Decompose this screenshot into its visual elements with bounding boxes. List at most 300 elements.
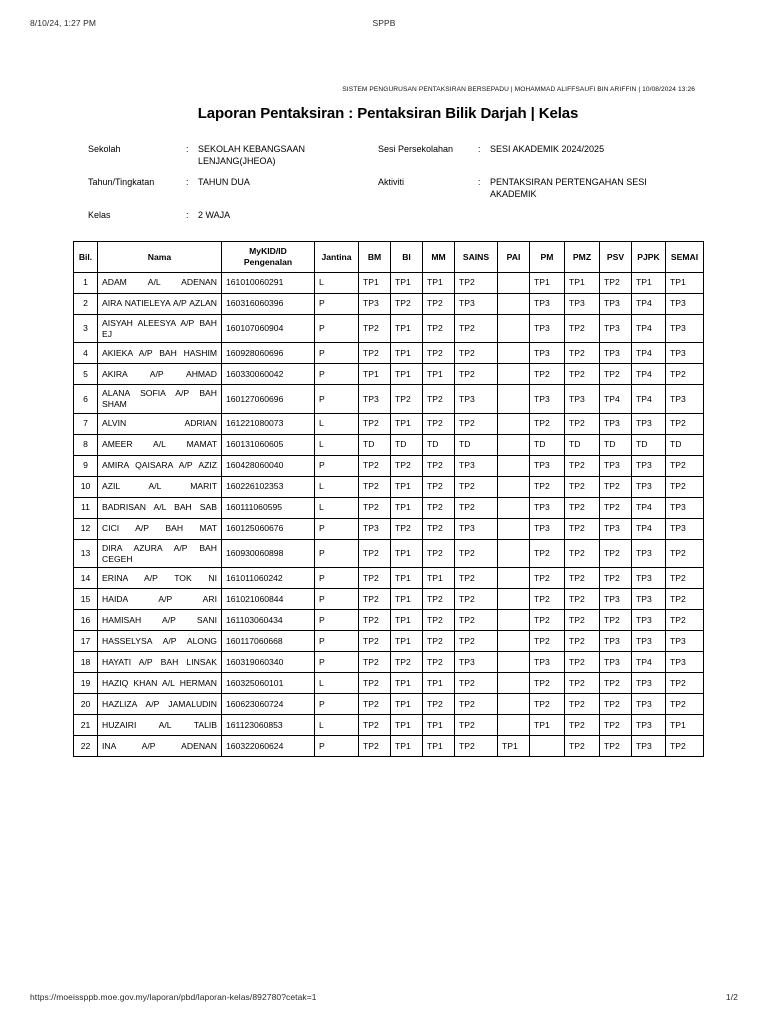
cell-mm: TP2 <box>423 610 455 631</box>
cell-pai <box>498 539 530 567</box>
cell-bm: TP2 <box>359 715 391 736</box>
cell-mykid: 160117060668 <box>222 631 315 652</box>
cell-nama: CICI A/P BAH MAT <box>98 518 222 539</box>
cell-psv: TP2 <box>600 694 632 715</box>
cell-jantina: P <box>315 610 359 631</box>
print-page-title: SPPB <box>372 18 396 28</box>
cell-bil: 13 <box>74 539 98 567</box>
column-header-mykid: MyKID/ID Pengenalan <box>222 242 315 272</box>
cell-pai <box>498 364 530 385</box>
cell-pm: TP2 <box>530 568 565 589</box>
cell-jantina: L <box>315 715 359 736</box>
cell-mm: TP2 <box>423 293 455 314</box>
cell-jantina: P <box>315 364 359 385</box>
cell-mykid: 160930060898 <box>222 539 315 567</box>
table-row <box>74 385 704 413</box>
cell-pmz: TP2 <box>565 539 600 567</box>
cell-semai: TP2 <box>666 476 704 497</box>
cell-nama: AZIL A/L MARIT <box>98 476 222 497</box>
cell-psv: TP2 <box>600 610 632 631</box>
cell-mm: TP2 <box>423 589 455 610</box>
cell-pm: TP3 <box>530 497 565 518</box>
label-aktiviti: Aktiviti <box>378 176 405 187</box>
cell-mm: TP2 <box>423 518 455 539</box>
cell-sains: TP2 <box>455 673 498 694</box>
cell-pmz: TP2 <box>565 497 600 518</box>
table-row <box>74 694 704 715</box>
cell-mykid: 160226102353 <box>222 476 315 497</box>
label-kelas: Kelas <box>88 209 111 220</box>
column-header-nama: Nama <box>98 242 222 272</box>
table-row <box>74 364 704 385</box>
cell-psv: TP3 <box>600 652 632 673</box>
cell-psv: TP3 <box>600 631 632 652</box>
cell-psv: TP3 <box>600 518 632 539</box>
cell-psv: TP3 <box>600 314 632 342</box>
cell-pm: TP2 <box>530 694 565 715</box>
cell-jantina: L <box>315 413 359 434</box>
cell-pmz: TP2 <box>565 631 600 652</box>
cell-mykid: 161123060853 <box>222 715 315 736</box>
cell-bil: 21 <box>74 715 98 736</box>
print-footer-url: https://moeissppb.moe.gov.my/laporan/pbd/laporan-kelas/892780?cetak=1 <box>30 992 317 1002</box>
cell-pjpk: TP4 <box>632 314 666 342</box>
cell-pai <box>498 497 530 518</box>
cell-bi: TP1 <box>391 413 423 434</box>
cell-bm: TP2 <box>359 568 391 589</box>
cell-mykid: 161021060844 <box>222 589 315 610</box>
column-header-pm: PM <box>530 242 565 272</box>
column-header-sains: SAINS <box>455 242 498 272</box>
cell-nama: HAIDA A/P ARI <box>98 589 222 610</box>
cell-pjpk: TP1 <box>632 272 666 293</box>
cell-mm: TP2 <box>423 694 455 715</box>
print-page-number: 1/2 <box>725 992 738 1002</box>
value-aktiviti: PENTAKSIRAN PERTENGAHAN SESI AKADEMIK <box>490 176 647 199</box>
cell-pjpk: TP3 <box>632 476 666 497</box>
cell-pai <box>498 385 530 413</box>
cell-mm: TP2 <box>423 476 455 497</box>
cell-jantina: L <box>315 272 359 293</box>
column-header-bil: Bil. <box>74 242 98 272</box>
cell-bi: TP1 <box>391 364 423 385</box>
cell-sains: TP3 <box>455 455 498 476</box>
cell-psv: TP2 <box>600 272 632 293</box>
cell-jantina: P <box>315 568 359 589</box>
cell-bm: TP2 <box>359 314 391 342</box>
page-title: Laporan Pentaksiran : Pentaksiran Bilik Darjah | Kelas <box>197 105 579 122</box>
cell-bil: 6 <box>74 385 98 413</box>
cell-bm: TP2 <box>359 539 391 567</box>
cell-pm: TP1 <box>530 715 565 736</box>
cell-sains: TP2 <box>455 539 498 567</box>
column-header-bm: BM <box>359 242 391 272</box>
cell-pmz: TP2 <box>565 364 600 385</box>
report-document <box>0 86 768 757</box>
column-header-semai: SEMAI <box>666 242 704 272</box>
cell-bi: TP1 <box>391 476 423 497</box>
cell-pm: TP3 <box>530 518 565 539</box>
cell-pm: TP3 <box>530 293 565 314</box>
cell-pm: TP1 <box>530 272 565 293</box>
cell-bi: TP2 <box>391 518 423 539</box>
cell-semai: TP3 <box>666 343 704 364</box>
cell-pai <box>498 455 530 476</box>
cell-jantina: P <box>315 631 359 652</box>
table-row <box>74 610 704 631</box>
cell-bi: TP2 <box>391 385 423 413</box>
cell-sains: TP2 <box>455 476 498 497</box>
table-row <box>74 539 704 567</box>
cell-pm: TD <box>530 434 565 455</box>
cell-bm: TD <box>359 434 391 455</box>
cell-nama: AMEER A/L MAMAT <box>98 434 222 455</box>
cell-bil: 4 <box>74 343 98 364</box>
cell-sains: TP3 <box>455 518 498 539</box>
table-row <box>74 497 704 518</box>
cell-bm: TP2 <box>359 455 391 476</box>
cell-bil: 20 <box>74 694 98 715</box>
cell-pjpk: TD <box>632 434 666 455</box>
cell-jantina: P <box>315 736 359 757</box>
column-header-psv: PSV <box>600 242 632 272</box>
cell-pjpk: TP4 <box>632 385 666 413</box>
cell-mm: TP2 <box>423 652 455 673</box>
cell-pmz: TP2 <box>565 343 600 364</box>
cell-bm: TP2 <box>359 652 391 673</box>
table-row <box>74 272 704 293</box>
cell-pm: TP3 <box>530 652 565 673</box>
cell-pai <box>498 589 530 610</box>
table-row <box>74 476 704 497</box>
cell-pjpk: TP3 <box>632 539 666 567</box>
cell-semai: TP2 <box>666 568 704 589</box>
cell-mm: TP1 <box>423 568 455 589</box>
cell-pai <box>498 272 530 293</box>
cell-mykid: 160322060624 <box>222 736 315 757</box>
cell-nama: HAYATI A/P BAH LINSAK <box>98 652 222 673</box>
cell-bi: TP1 <box>391 343 423 364</box>
cell-psv: TP3 <box>600 343 632 364</box>
cell-mykid: 160623060724 <box>222 694 315 715</box>
cell-mykid: 160125060676 <box>222 518 315 539</box>
cell-pmz: TP2 <box>565 715 600 736</box>
cell-bil: 8 <box>74 434 98 455</box>
column-header-mm: MM <box>423 242 455 272</box>
cell-mykid: 160127060696 <box>222 385 315 413</box>
cell-mykid: 160319060340 <box>222 652 315 673</box>
cell-pjpk: TP4 <box>632 343 666 364</box>
cell-pmz: TP2 <box>565 518 600 539</box>
cell-jantina: P <box>315 455 359 476</box>
cell-pmz: TP2 <box>565 568 600 589</box>
cell-sains: TP2 <box>455 314 498 342</box>
colon-aktiviti: : <box>478 176 481 187</box>
cell-bm: TP2 <box>359 610 391 631</box>
cell-nama: BADRISAN A/L BAH SAB <box>98 497 222 518</box>
cell-pm: TP2 <box>530 589 565 610</box>
cell-mykid: 160330060042 <box>222 364 315 385</box>
cell-nama: INA A/P ADENAN <box>98 736 222 757</box>
cell-pjpk: TP4 <box>632 497 666 518</box>
cell-bi: TP2 <box>391 455 423 476</box>
cell-pjpk: TP3 <box>632 568 666 589</box>
cell-sains: TP2 <box>455 364 498 385</box>
cell-bi: TP1 <box>391 497 423 518</box>
cell-pm: TP3 <box>530 314 565 342</box>
cell-bil: 12 <box>74 518 98 539</box>
cell-pmz: TP1 <box>565 272 600 293</box>
cell-mykid: 160316060396 <box>222 293 315 314</box>
cell-bm: TP2 <box>359 631 391 652</box>
cell-semai: TD <box>666 434 704 455</box>
cell-mm: TP1 <box>423 364 455 385</box>
cell-sains: TP3 <box>455 293 498 314</box>
cell-sains: TP2 <box>455 343 498 364</box>
cell-semai: TP2 <box>666 673 704 694</box>
cell-bi: TP1 <box>391 631 423 652</box>
table-row <box>74 293 704 314</box>
cell-psv: TP2 <box>600 364 632 385</box>
column-header-pmz: PMZ <box>565 242 600 272</box>
cell-psv: TP2 <box>600 673 632 694</box>
cell-pjpk: TP3 <box>632 673 666 694</box>
cell-sains: TP2 <box>455 497 498 518</box>
cell-mykid: 161103060434 <box>222 610 315 631</box>
cell-pai: TP1 <box>498 736 530 757</box>
cell-sains: TP2 <box>455 589 498 610</box>
cell-mm: TP2 <box>423 385 455 413</box>
cell-pm: TP2 <box>530 364 565 385</box>
table-row <box>74 673 704 694</box>
cell-bi: TP1 <box>391 694 423 715</box>
cell-pai <box>498 476 530 497</box>
cell-sains: TP2 <box>455 610 498 631</box>
cell-semai: TP1 <box>666 272 704 293</box>
cell-jantina: P <box>315 694 359 715</box>
cell-pjpk: TP4 <box>632 364 666 385</box>
cell-mm: TP1 <box>423 673 455 694</box>
cell-pm: TP2 <box>530 476 565 497</box>
cell-nama: ALVIN ADRIAN <box>98 413 222 434</box>
cell-jantina: L <box>315 497 359 518</box>
cell-pmz: TP2 <box>565 694 600 715</box>
cell-bm: TP2 <box>359 736 391 757</box>
cell-bi: TP1 <box>391 610 423 631</box>
cell-bm: TP3 <box>359 385 391 413</box>
cell-pm: TP2 <box>530 413 565 434</box>
cell-semai: TP3 <box>666 293 704 314</box>
table-header <box>74 242 704 272</box>
cell-pjpk: TP4 <box>632 652 666 673</box>
cell-pai <box>498 343 530 364</box>
cell-pai <box>498 293 530 314</box>
cell-pm: TP3 <box>530 455 565 476</box>
report-metadata <box>0 144 768 230</box>
cell-psv: TP2 <box>600 568 632 589</box>
cell-semai: TP3 <box>666 631 704 652</box>
cell-psv: TP2 <box>600 476 632 497</box>
cell-bm: TP1 <box>359 364 391 385</box>
column-header-bi: BI <box>391 242 423 272</box>
cell-mykid: 161010060291 <box>222 272 315 293</box>
cell-mm: TP2 <box>423 497 455 518</box>
cell-jantina: P <box>315 314 359 342</box>
cell-bm: TP2 <box>359 343 391 364</box>
cell-nama: HAMISAH A/P SANI <box>98 610 222 631</box>
label-empty-1 <box>378 210 478 231</box>
cell-nama: ALANA SOFIA A/P BAH SHAM <box>98 385 222 413</box>
cell-mykid: 160131060605 <box>222 434 315 455</box>
cell-semai: TP2 <box>666 413 704 434</box>
cell-jantina: P <box>315 589 359 610</box>
cell-pai <box>498 434 530 455</box>
cell-bi: TP2 <box>391 293 423 314</box>
cell-semai: TP2 <box>666 736 704 757</box>
cell-pjpk: TP3 <box>632 736 666 757</box>
cell-pmz: TP2 <box>565 314 600 342</box>
cell-pai <box>498 694 530 715</box>
cell-bi: TP1 <box>391 568 423 589</box>
cell-bi: TP1 <box>391 539 423 567</box>
cell-bil: 19 <box>74 673 98 694</box>
cell-pmz: TP2 <box>565 673 600 694</box>
cell-pmz: TP2 <box>565 476 600 497</box>
cell-pai <box>498 673 530 694</box>
cell-semai: TP2 <box>666 610 704 631</box>
cell-jantina: P <box>315 518 359 539</box>
cell-semai: TP2 <box>666 364 704 385</box>
cell-semai: TP3 <box>666 518 704 539</box>
cell-pjpk: TP4 <box>632 293 666 314</box>
cell-psv: TP4 <box>600 385 632 413</box>
cell-sains: TP2 <box>455 694 498 715</box>
value-empty-1 <box>490 210 695 231</box>
cell-mykid: 161221080073 <box>222 413 315 434</box>
cell-bi: TD <box>391 434 423 455</box>
cell-bil: 3 <box>74 314 98 342</box>
cell-bil: 11 <box>74 497 98 518</box>
cell-mm: TP2 <box>423 413 455 434</box>
cell-sains: TP2 <box>455 272 498 293</box>
cell-bil: 18 <box>74 652 98 673</box>
cell-nama: HUZAIRI A/L TALIB <box>98 715 222 736</box>
cell-bi: TP1 <box>391 673 423 694</box>
cell-nama: HASSELYSA A/P ALONG <box>98 631 222 652</box>
cell-mykid: 160928060696 <box>222 343 315 364</box>
cell-pai <box>498 652 530 673</box>
cell-psv: TP2 <box>600 715 632 736</box>
cell-bm: TP2 <box>359 673 391 694</box>
meta-row-kelas <box>88 210 695 231</box>
cell-pm: TP2 <box>530 610 565 631</box>
cell-pjpk: TP3 <box>632 455 666 476</box>
cell-mm: TP2 <box>423 539 455 567</box>
cell-semai: TP2 <box>666 455 704 476</box>
cell-psv: TP3 <box>600 455 632 476</box>
table-row <box>74 518 704 539</box>
cell-semai: TP2 <box>666 589 704 610</box>
assessment-table-wrapper <box>0 241 768 757</box>
table-row <box>74 343 704 364</box>
cell-semai: TP3 <box>666 652 704 673</box>
value-sesi-persekolahan: SESI AKADEMIK 2024/2025 <box>490 144 605 154</box>
cell-mm: TP1 <box>423 715 455 736</box>
cell-pjpk: TP3 <box>632 631 666 652</box>
cell-bi: TP1 <box>391 736 423 757</box>
table-row <box>74 652 704 673</box>
colon-empty-1 <box>478 210 490 231</box>
cell-mykid: 160111060595 <box>222 497 315 518</box>
table-row <box>74 715 704 736</box>
cell-mm: TP1 <box>423 736 455 757</box>
table-row <box>74 568 704 589</box>
cell-sains: TP2 <box>455 413 498 434</box>
cell-bi: TP1 <box>391 314 423 342</box>
cell-jantina: P <box>315 293 359 314</box>
cell-psv: TP3 <box>600 413 632 434</box>
cell-pm: TP3 <box>530 385 565 413</box>
meta-row-tahun-aktiviti <box>88 177 695 210</box>
cell-bm: TP3 <box>359 293 391 314</box>
cell-pm: TP2 <box>530 539 565 567</box>
cell-pm: TP2 <box>530 631 565 652</box>
cell-bm: TP3 <box>359 518 391 539</box>
colon-kelas: : <box>186 209 189 220</box>
label-tahun-tingkatan: Tahun/Tingkatan <box>88 176 155 187</box>
cell-jantina: P <box>315 539 359 567</box>
cell-pai <box>498 715 530 736</box>
cell-semai: TP3 <box>666 314 704 342</box>
cell-bil: 5 <box>74 364 98 385</box>
cell-mykid: 160107060904 <box>222 314 315 342</box>
label-sekolah: Sekolah <box>88 144 121 154</box>
cell-sains: TP2 <box>455 568 498 589</box>
cell-pmz: TP2 <box>565 589 600 610</box>
cell-pmz: TP2 <box>565 652 600 673</box>
cell-bil: 17 <box>74 631 98 652</box>
cell-bil: 10 <box>74 476 98 497</box>
table-body <box>74 272 704 756</box>
value-kelas: 2 WAJA <box>198 209 231 220</box>
cell-pmz: TD <box>565 434 600 455</box>
assessment-table <box>73 241 704 757</box>
cell-mm: TP2 <box>423 343 455 364</box>
table-header-row <box>74 242 704 272</box>
cell-nama: DIRA AZURA A/P BAH CEGEH <box>98 539 222 567</box>
table-row <box>74 631 704 652</box>
cell-nama: AKIEKA A/P BAH HASHIM <box>98 343 222 364</box>
cell-psv: TP3 <box>600 589 632 610</box>
cell-bi: TP2 <box>391 652 423 673</box>
cell-sains: TP3 <box>455 385 498 413</box>
cell-mykid: 160325060101 <box>222 673 315 694</box>
cell-nama: HAZLIZA A/P JAMALUDIN <box>98 694 222 715</box>
column-header-pai: PAI <box>498 242 530 272</box>
colon-sesi: : <box>478 144 481 154</box>
cell-psv: TD <box>600 434 632 455</box>
cell-mykid: 161011060242 <box>222 568 315 589</box>
cell-sains: TP2 <box>455 715 498 736</box>
cell-nama: AISYAH ALEESYA A/P BAH EJ <box>98 314 222 342</box>
cell-pjpk: TP3 <box>632 589 666 610</box>
cell-bi: TP1 <box>391 272 423 293</box>
cell-pai <box>498 610 530 631</box>
cell-mykid: 160428060040 <box>222 455 315 476</box>
cell-nama: HAZIQ KHAN A/L HERMAN <box>98 673 222 694</box>
table-row <box>74 413 704 434</box>
cell-bil: 2 <box>74 293 98 314</box>
